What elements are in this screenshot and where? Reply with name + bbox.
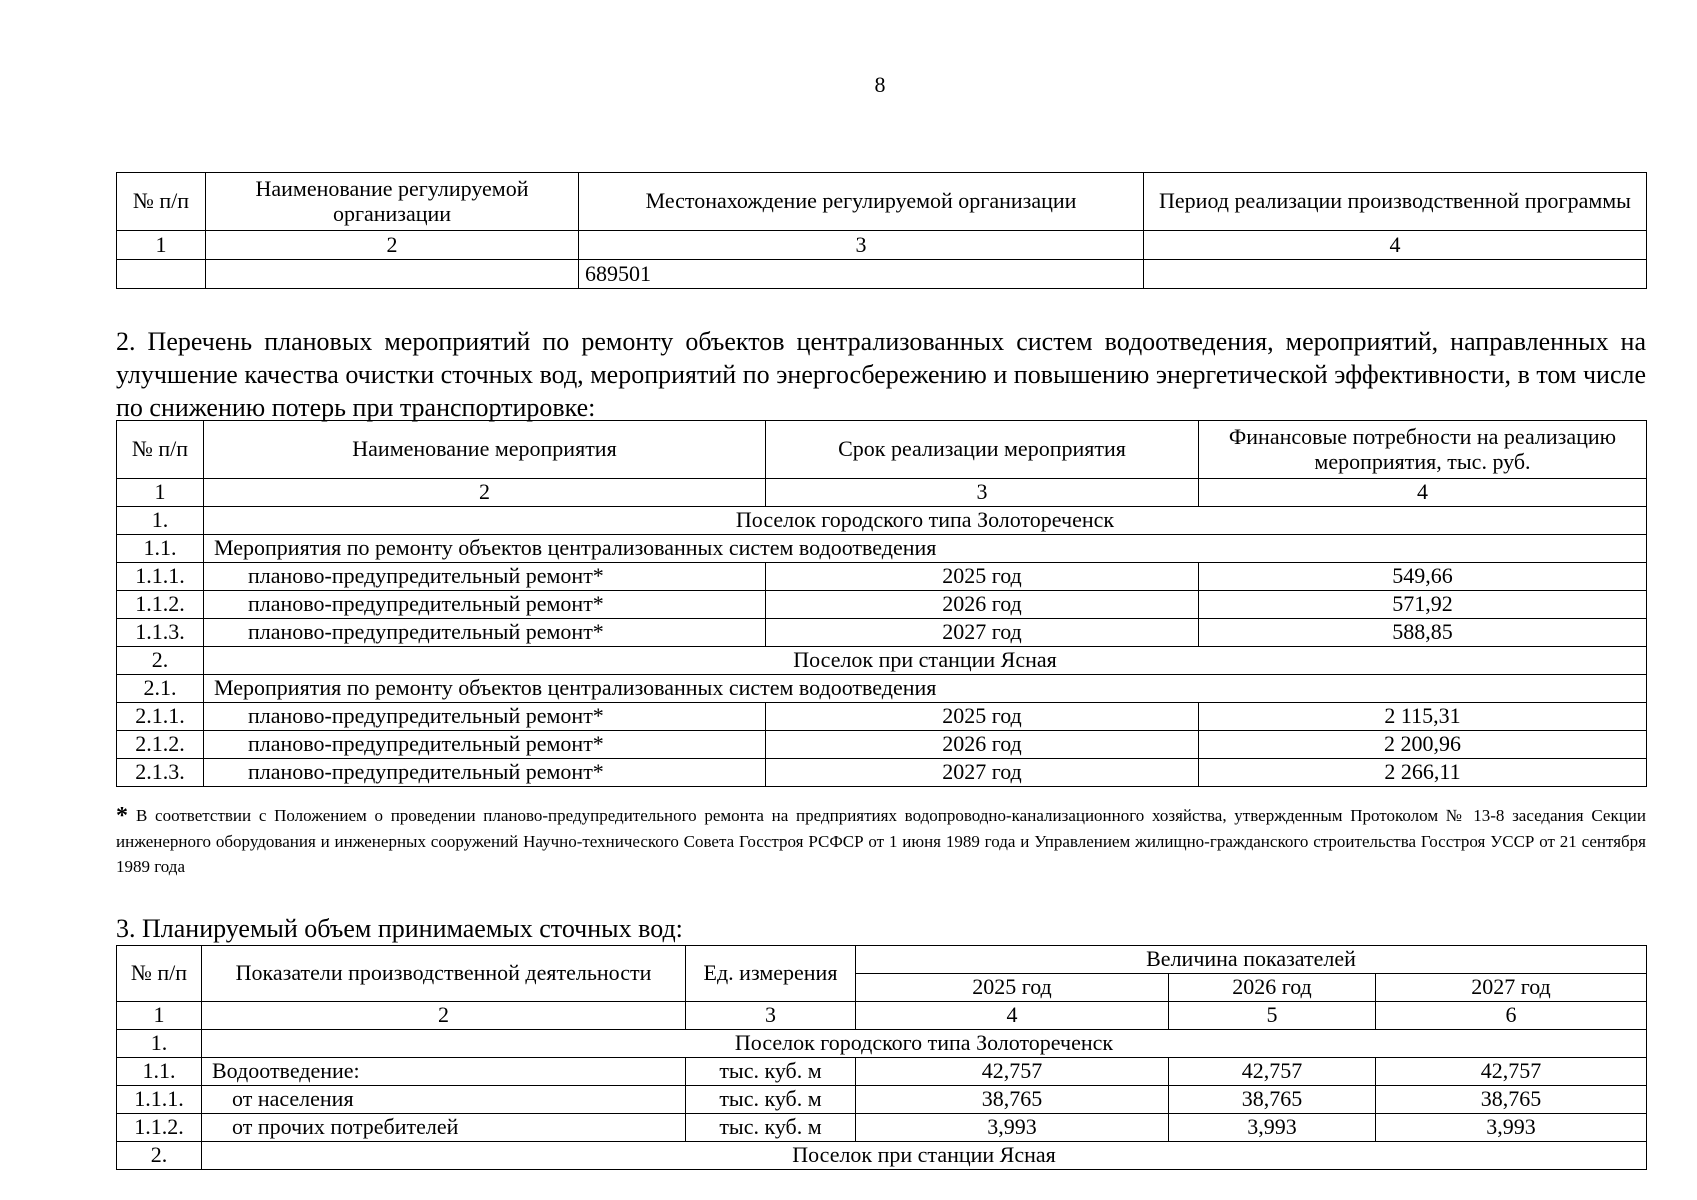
column-number: 4 <box>856 1002 1169 1030</box>
value-2025: 42,757 <box>856 1058 1169 1086</box>
column-number: 3 <box>686 1002 856 1030</box>
table-row <box>117 731 1647 759</box>
section-3-heading: 3. Планируемый объем принимаемых сточных вод: <box>116 914 683 943</box>
row-number: 1.1. <box>117 535 204 563</box>
value-2027: 3,993 <box>1376 1114 1647 1142</box>
group-title: Поселок при станции Ясная <box>202 1142 1647 1170</box>
column-number: 6 <box>1376 1002 1647 1030</box>
column-header-number: № п/п <box>117 421 204 479</box>
group-title: Поселок городского типа Золотореченск <box>202 1030 1647 1058</box>
group-row <box>117 1030 1647 1058</box>
measure-value: 2 200,96 <box>1199 731 1647 759</box>
table-row <box>117 703 1647 731</box>
table-row <box>117 1114 1647 1142</box>
value-2025: 3,993 <box>856 1114 1169 1142</box>
group-row <box>117 1142 1647 1170</box>
value-2026: 42,757 <box>1169 1058 1376 1086</box>
measure-value: 2 115,31 <box>1199 703 1647 731</box>
indicator-unit: тыс. куб. м <box>686 1086 856 1114</box>
table-cell <box>1144 260 1647 289</box>
table-cell <box>117 260 206 289</box>
row-number: 1.1.1. <box>117 563 204 591</box>
subgroup-title: Мероприятия по ремонту объектов централизованных систем водоотведения <box>204 675 1647 703</box>
indicator-unit: тыс. куб. м <box>686 1058 856 1086</box>
column-number: 5 <box>1169 1002 1376 1030</box>
row-number: 1. <box>117 507 204 535</box>
value-2026: 3,993 <box>1169 1114 1376 1142</box>
measure-period: 2027 год <box>766 619 1199 647</box>
page-number: 8 <box>874 72 886 97</box>
measure-value: 588,85 <box>1199 619 1647 647</box>
measure-name: планово-предупредительный ремонт* <box>204 731 766 759</box>
measure-value: 2 266,11 <box>1199 759 1647 787</box>
wastewater-volume-table <box>116 945 1647 1170</box>
measure-period: 2025 год <box>766 703 1199 731</box>
measure-value: 571,92 <box>1199 591 1647 619</box>
group-row <box>117 647 1647 675</box>
measure-name: планово-предупредительный ремонт* <box>204 591 766 619</box>
indicator-unit: тыс. куб. м <box>686 1114 856 1142</box>
column-header-finance: Финансовые потребности на реализацию мероприятия, тыс. руб. <box>1199 421 1647 479</box>
footnote <box>116 803 1646 879</box>
column-header-year: 2026 год <box>1169 974 1376 1002</box>
organization-table <box>116 172 1647 289</box>
measure-period: 2025 год <box>766 563 1199 591</box>
column-header-measure: Наименование мероприятия <box>204 421 766 479</box>
subgroup-row <box>117 535 1647 563</box>
group-title: Поселок при станции Ясная <box>204 647 1647 675</box>
row-number: 1.1.2. <box>117 591 204 619</box>
value-2026: 38,765 <box>1169 1086 1376 1114</box>
column-header-org-name: Наименование регулируемой организации <box>206 173 579 231</box>
row-number: 1.1.2. <box>117 1114 202 1142</box>
measure-value: 549,66 <box>1199 563 1647 591</box>
column-number: 3 <box>579 231 1144 260</box>
group-title: Поселок городского типа Золотореченск <box>204 507 1647 535</box>
measure-period: 2026 год <box>766 731 1199 759</box>
row-number: 1.1.3. <box>117 619 204 647</box>
row-number: 1.1.1. <box>117 1086 202 1114</box>
column-header-values: Величина показателей <box>856 946 1647 974</box>
column-header-year: 2027 год <box>1376 974 1647 1002</box>
footnote-text: В соответствии с Положением о проведении планово-предупредительного ремонта на предприятиях водопроводно-канализационного хозяйства, утвержденным Протоколом № 13-8 заседания Секции инженерного оборудования и инженерных сооружений Научно-технического Совета Госстроя РСФСР от 1 июня 1989 года и Управлением жилищно-гражданского строительства Госстроя УССР от 21 сентября 1989 года <box>116 806 1646 876</box>
column-number: 3 <box>766 479 1199 507</box>
table-row <box>117 563 1647 591</box>
table-row <box>117 619 1647 647</box>
column-number: 2 <box>204 479 766 507</box>
row-number: 2. <box>117 647 204 675</box>
column-header-number: № п/п <box>117 173 206 231</box>
row-number: 2. <box>117 1142 202 1170</box>
row-number: 2.1.1. <box>117 703 204 731</box>
column-number: 1 <box>117 479 204 507</box>
indicator-name: от населения <box>202 1086 686 1114</box>
table-row <box>117 1058 1647 1086</box>
row-number: 1. <box>117 1030 202 1058</box>
group-row <box>117 507 1647 535</box>
table-row <box>117 1086 1647 1114</box>
column-number: 4 <box>1199 479 1647 507</box>
subgroup-row <box>117 675 1647 703</box>
column-number: 1 <box>117 231 206 260</box>
value-2027: 42,757 <box>1376 1058 1647 1086</box>
column-header-unit: Ед. измерения <box>686 946 856 1002</box>
location-cell: 689501 <box>579 260 1144 289</box>
column-number: 2 <box>206 231 579 260</box>
measure-name: планово-предупредительный ремонт* <box>204 703 766 731</box>
column-number: 4 <box>1144 231 1647 260</box>
column-header-period: Период реализации производственной программы <box>1144 173 1647 231</box>
row-number: 2.1.3. <box>117 759 204 787</box>
measure-period: 2026 год <box>766 591 1199 619</box>
section-2-heading: 2. Перечень плановых мероприятий по ремонту объектов централизованных систем водоотведения, мероприятий, направленных на улучшение качества очистки сточных вод, мероприятий по энергосбережению и повышению энергетической эффективности, в том числе по снижению потерь при транспортировке: <box>116 327 1646 422</box>
footnote-star: * <box>116 803 128 829</box>
measure-name: планово-предупредительный ремонт* <box>204 759 766 787</box>
row-number: 2.1. <box>117 675 204 703</box>
column-header-location: Местонахождение регулируемой организации <box>579 173 1144 231</box>
table-cell <box>206 260 579 289</box>
measure-name: планово-предупредительный ремонт* <box>204 563 766 591</box>
column-header-term: Срок реализации мероприятия <box>766 421 1199 479</box>
column-number: 2 <box>202 1002 686 1030</box>
measure-period: 2027 год <box>766 759 1199 787</box>
subgroup-title: Мероприятия по ремонту объектов централизованных систем водоотведения <box>204 535 1647 563</box>
indicator-name: от прочих потребителей <box>202 1114 686 1142</box>
measure-name: планово-предупредительный ремонт* <box>204 619 766 647</box>
value-2025: 38,765 <box>856 1086 1169 1114</box>
column-number: 1 <box>117 1002 202 1030</box>
row-number: 2.1.2. <box>117 731 204 759</box>
column-header-number: № п/п <box>117 946 202 1002</box>
column-header-year: 2025 год <box>856 974 1169 1002</box>
table-row <box>117 759 1647 787</box>
column-header-indicator: Показатели производственной деятельности <box>202 946 686 1002</box>
measures-table <box>116 420 1647 787</box>
row-number: 1.1. <box>117 1058 202 1086</box>
table-row <box>117 591 1647 619</box>
value-2027: 38,765 <box>1376 1086 1647 1114</box>
indicator-name: Водоотведение: <box>202 1058 686 1086</box>
